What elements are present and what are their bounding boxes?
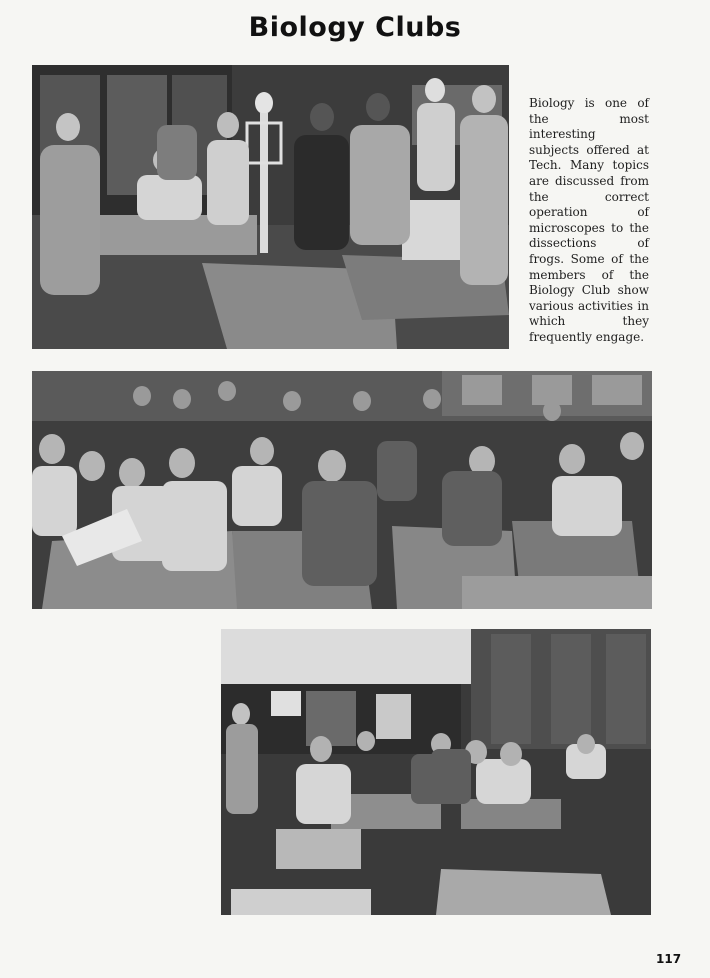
page-number: 117 <box>656 952 682 966</box>
caption-text: Biology is one of the most interesting subjects offered at Tech. Many topics are discussed from the correct operation of microscopes to the dissections of frogs. Some of the members of the Biology Club show various activities in which they frequently engage. <box>529 96 649 344</box>
photo-students-using-microscopes <box>32 371 652 609</box>
photo-teacher-with-students-in-lab <box>221 629 651 915</box>
page-title: Biology Clubs <box>248 12 462 43</box>
photo-club-members-with-skeleton <box>32 65 509 349</box>
